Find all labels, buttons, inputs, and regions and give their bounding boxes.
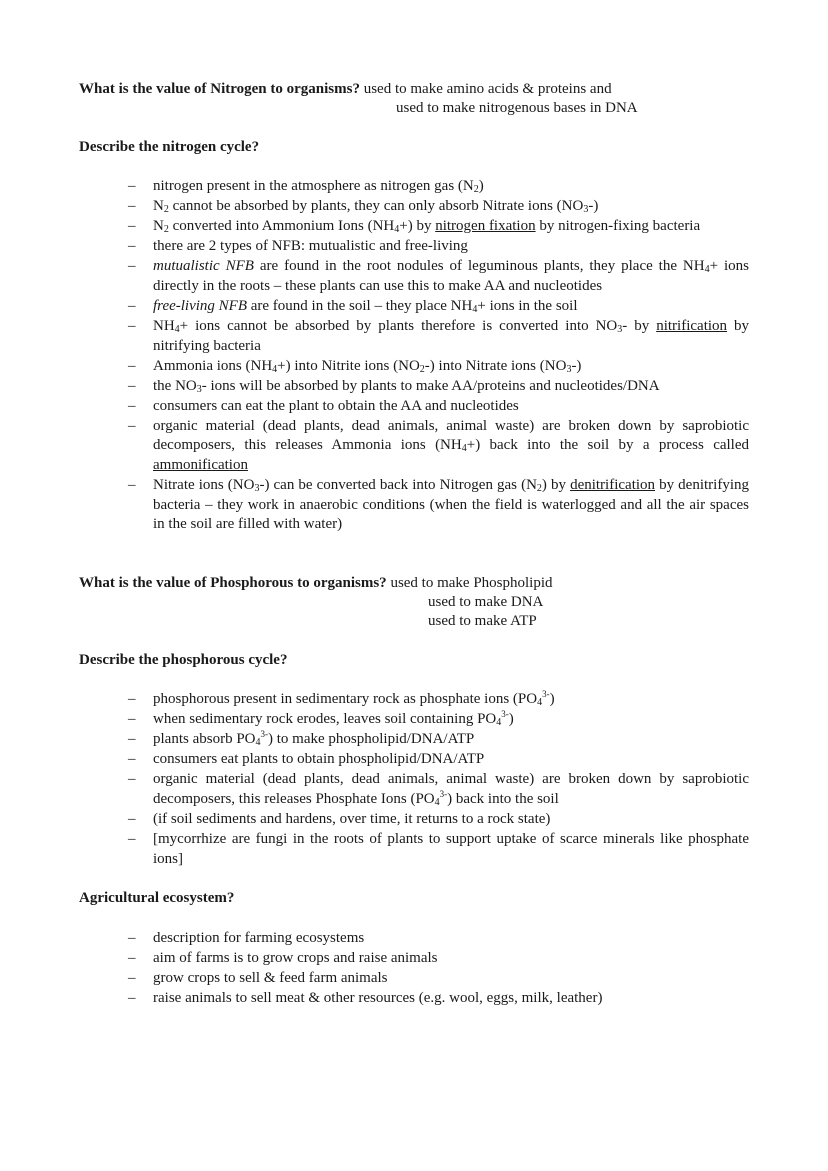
bullet-dash: – (128, 691, 136, 707)
list-item (0, 989, 749, 1009)
subscript: 4 (537, 697, 543, 708)
text: (if soil sediments and hardens, over time, it returns to a rock state) (153, 810, 551, 827)
subscript: 4 (496, 717, 502, 729)
text: by nitrogen-fixing bacteria (535, 218, 701, 235)
subscript: 3 (254, 483, 260, 495)
italic-term: mutualistic NFB (153, 258, 254, 275)
superscript: 3- (439, 788, 448, 799)
text: -) can be converted back into Nitrogen gas (N (259, 477, 537, 494)
text: grow crops to sell & feed farm animals (153, 970, 388, 987)
nitrogen-value-line (79, 80, 612, 99)
italic-term: free-living NFB (153, 297, 247, 314)
underlined-term: denitrification (570, 477, 656, 494)
bullet-dash: – (128, 930, 136, 946)
text: phosphorous present in sedimentary rock as phosphate ions (PO (153, 691, 538, 707)
text: -) into Nitrate ions (NO (424, 357, 567, 374)
phosphorous-value-answer-1: used to make Phospholipid (390, 575, 553, 591)
agricultural-list (0, 929, 749, 1009)
list-item (0, 710, 749, 730)
text: cannot be absorbed by plants, they can only absorb Nitrate ions (NO (168, 198, 584, 215)
text: nitrogen present in the atmosphere as nitrogen gas (N (153, 178, 474, 194)
text: consumers eat plants to obtain phospholipid/DNA/ATP (153, 751, 485, 768)
nitrogen-value-question: What is the value of Nitrogen to organisms? (79, 81, 360, 97)
text: N (153, 198, 164, 215)
subscript: 4 (461, 443, 467, 455)
text: ) to make phospholipid/DNA/ATP (268, 731, 475, 748)
text: NH (153, 318, 175, 335)
text: Ammonia ions (NH (153, 357, 273, 374)
bullet-dash: – (128, 950, 136, 967)
text: by nitrifying bacteria (153, 318, 750, 354)
list-item (0, 969, 749, 989)
nitrogen-cycle-heading: Describe the nitrogen cycle? (79, 139, 260, 155)
subscript: 3 (566, 363, 572, 375)
phosphorous-cycle-heading: Describe the phosphorous cycle? (79, 652, 288, 668)
text: +) by (399, 218, 436, 235)
bullet-dash: – (128, 990, 136, 1007)
bullet-dash: – (128, 318, 136, 335)
subscript: 2 (536, 483, 542, 495)
text: [mycorrhize are fungi in the roots of plants to support uptake of scarce minerals like phosphate ions] (153, 831, 749, 867)
subscript: 3 (617, 324, 623, 336)
list-item (0, 317, 749, 356)
text: consumers can eat the plant to obtain the AA and nucleotides (153, 397, 519, 414)
bullet-dash: – (128, 477, 136, 494)
underlined-term: nitrification (656, 318, 728, 335)
text: organic material (dead plants, dead animals, animal waste) are broken down by saprobiotic decomposers, this releases Ammonia ions (NH (153, 417, 749, 454)
text: aim of farms is to grow crops and raise animals (153, 950, 438, 967)
text: ) (478, 178, 484, 194)
bullet-dash: – (128, 970, 136, 987)
text: ) (508, 711, 514, 728)
subscript: 2 (163, 204, 169, 216)
phosphorous-value-answer-3: used to make ATP (428, 613, 537, 629)
nitrogen-value-answer-1: used to make amino acids & proteins and (363, 81, 612, 97)
bullet-dash: – (128, 357, 136, 374)
list-item (0, 217, 749, 237)
bullet-dash: – (128, 397, 136, 414)
text: + ions directly in the roots – these plants can use this to make AA and nucleotides (153, 258, 749, 294)
list-item (0, 830, 749, 869)
subscript: 3 (583, 204, 589, 216)
bullet-dash: – (128, 218, 136, 235)
nitrogen-value-answer-2: used to make nitrogenous bases in DNA (396, 100, 638, 116)
text: plants absorb PO (153, 731, 256, 748)
list-item (0, 949, 749, 969)
agricultural-heading: Agricultural ecosystem? (79, 890, 235, 906)
text: when sedimentary rock erodes, leaves soil containing PO (153, 711, 497, 728)
text: -) (571, 357, 582, 374)
phosphorous-value-question: What is the value of Phosphorous to organisms? (79, 575, 387, 591)
subscript: 4 (704, 264, 710, 276)
subscript: 4 (174, 324, 180, 336)
list-item (0, 357, 749, 377)
list-item (0, 476, 749, 535)
superscript: 3- (260, 729, 268, 740)
superscript: 3- (542, 689, 550, 699)
subscript: 4 (272, 363, 278, 375)
subscript: 2 (473, 184, 479, 195)
text: converted into Ammonium Ions (NH (168, 218, 395, 235)
text: ) (549, 691, 555, 707)
phosphorous-value-answer-2: used to make DNA (428, 594, 544, 610)
text: ) by (541, 477, 571, 494)
text: the NO (153, 377, 197, 394)
text: description for farming ecosystems (153, 930, 365, 946)
list-item (0, 770, 749, 809)
subscript: 4 (434, 796, 440, 808)
text: are found in the root nodules of leguminous plants, they place the NH (253, 258, 705, 275)
text: -) (588, 198, 599, 215)
list-item (0, 297, 749, 317)
bullet-dash: – (128, 198, 136, 215)
text: organic material (dead plants, dead animals, animal waste) are broken down by saprobiotic decomposers, this releases Phosphate Ions (PO (153, 771, 749, 807)
bullet-dash: – (128, 771, 136, 788)
bullet-dash: – (128, 731, 136, 748)
text: + ions cannot be absorbed by plants therefore is converted into NO (179, 318, 618, 335)
bullet-dash: – (128, 711, 136, 728)
list-item (0, 810, 749, 830)
bullet-dash: – (128, 810, 136, 827)
text: +) back into the soil by a process called (466, 437, 749, 454)
bullet-dash: – (128, 751, 136, 768)
list-item (0, 417, 749, 476)
bullet-dash: – (128, 258, 136, 275)
nitrogen-cycle-list (0, 177, 749, 535)
subscript: 4 (472, 303, 478, 315)
text: +) into Nitrite ions (NO (277, 357, 420, 374)
phosphorous-value-line (79, 574, 553, 593)
bullet-dash: – (128, 831, 136, 848)
bullet-dash: – (128, 297, 136, 314)
list-item (0, 257, 749, 296)
underlined-term: ammonification (153, 456, 248, 473)
subscript: 2 (163, 224, 169, 236)
text: Nitrate ions (NO (153, 477, 255, 494)
text: by denitrifying bacteria – they work in anaerobic conditions (when the field is waterlogged and all the air spaces in the soil are filled with water) (153, 477, 749, 533)
phosphorous-cycle-list (0, 690, 749, 870)
bullet-dash: – (128, 417, 136, 434)
list-item (0, 237, 749, 257)
list-item (0, 929, 749, 949)
text: are found in the soil – they place NH (247, 297, 473, 314)
text: ) back into the soil (447, 790, 559, 807)
text: N (153, 218, 164, 235)
subscript: 3 (196, 383, 202, 395)
subscript: 2 (419, 363, 425, 375)
text: - by (622, 318, 657, 335)
text: - ions will be absorbed by plants to make AA/proteins and nucleotides/DNA (201, 377, 660, 394)
list-item (0, 397, 749, 417)
list-item (0, 377, 749, 397)
text: there are 2 types of NFB: mutualistic and free-living (153, 238, 468, 255)
underlined-term: nitrogen fixation (435, 218, 536, 235)
list-item (0, 750, 749, 770)
list-item (0, 730, 749, 750)
bullet-dash: – (128, 238, 136, 255)
list-item (0, 197, 749, 217)
text: raise animals to sell meat & other resources (e.g. wool, eggs, milk, leather) (153, 990, 603, 1007)
subscript: 4 (394, 224, 400, 236)
text: + ions in the soil (477, 297, 578, 314)
superscript: 3- (501, 709, 509, 720)
list-item (0, 690, 749, 710)
list-item (0, 177, 749, 197)
bullet-dash: – (128, 178, 136, 194)
subscript: 4 (255, 737, 261, 749)
bullet-dash: – (128, 377, 136, 394)
